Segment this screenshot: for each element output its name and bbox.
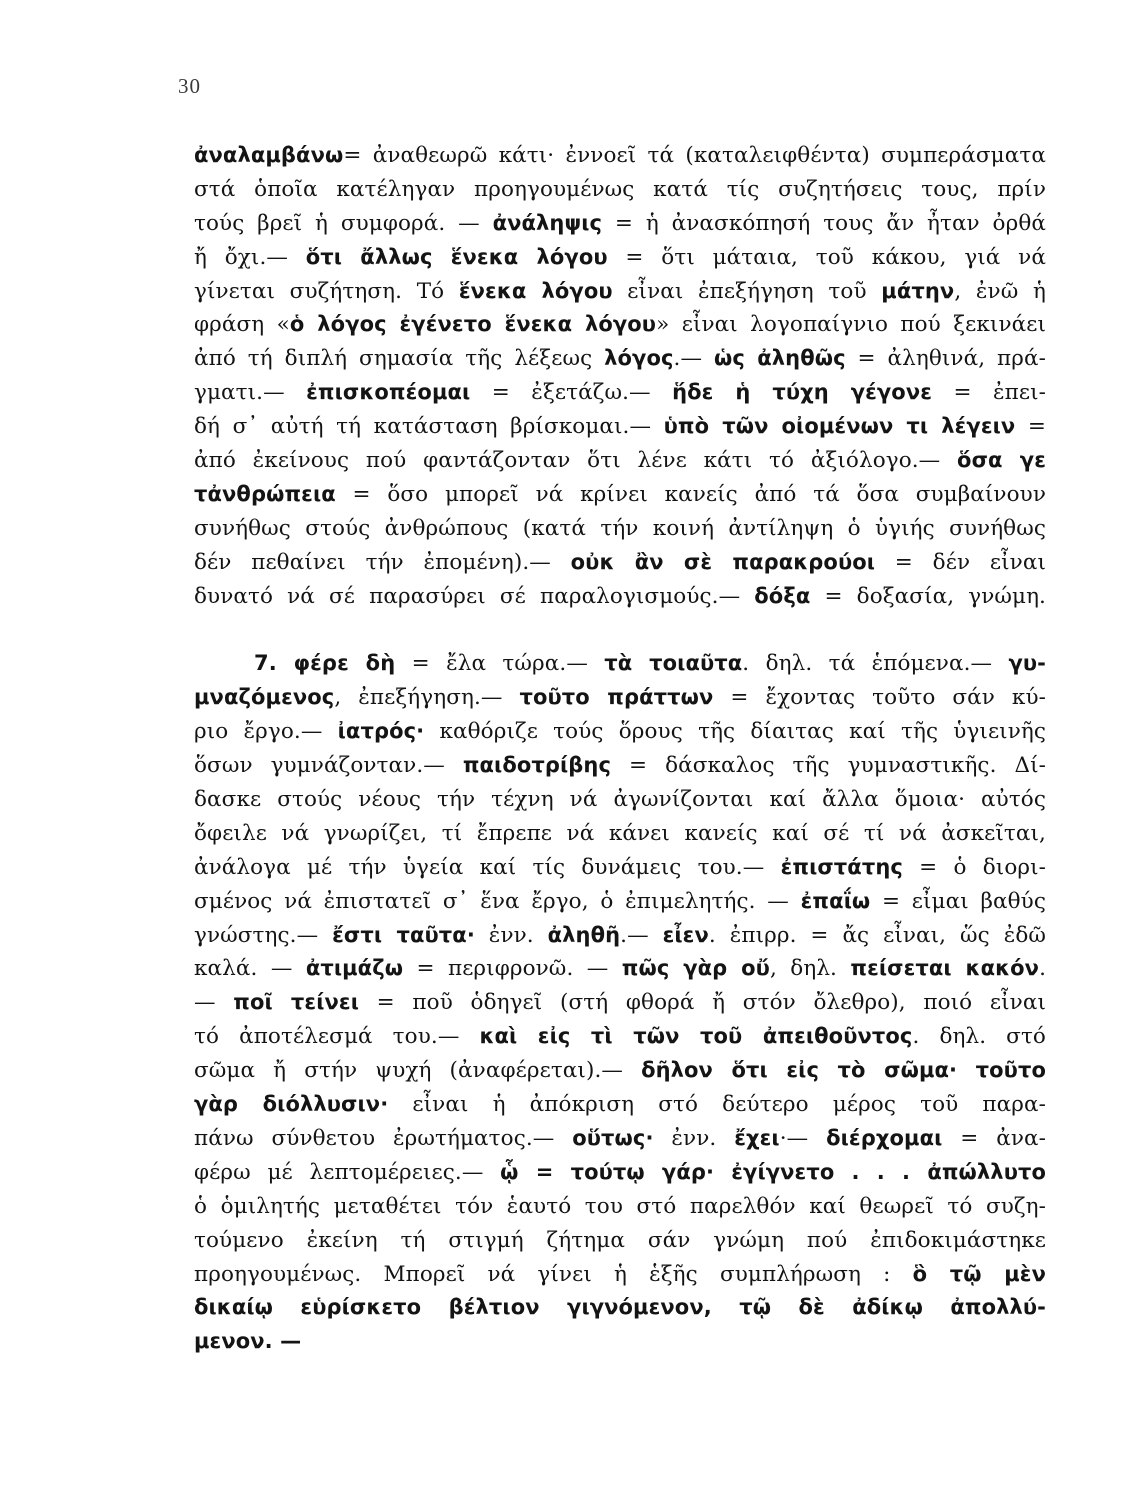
commentary-span: φέρω μέ λεπτομέρειες.— [194,1159,501,1185]
commentary-text [194,139,1046,1359]
page-number: 30 [178,74,201,98]
commentary-span: ἀπό τή διπλή σημασία τῆς λέξεως [194,346,605,372]
text-line [194,410,1046,444]
commentary-span: ·— [779,1125,827,1151]
commentary-span: = ἔχοντας τοῦτο σάν κύ- [713,685,1046,711]
commentary-span: = ἐξετάζω.— [470,380,673,406]
text-line [194,1224,1046,1258]
commentary-span: καλά. — [194,956,306,982]
commentary-span: , ἐνῶ ἡ [954,278,1046,304]
commentary-span: = δέν εἶναι [875,549,1046,575]
commentary-span: δέν πεθαίνει τήν ἐπομένη).— [194,549,571,575]
text-line [194,546,1046,580]
text-line [194,1088,1046,1122]
ancient-greek-term: ἐπισκοπέομαι [306,380,471,405]
commentary-span: πάνω σύνθετου ἐρωτήματος.— [194,1125,573,1151]
ancient-greek-term: ὅσα γε [957,448,1046,473]
commentary-span: ἤ ὄχι.— [194,244,306,270]
commentary-span: φράση « [194,312,290,338]
commentary-span: . [1039,956,1046,982]
ancient-greek-term: δικαίῳ εὑρίσκετο βέλτιον γιγνόμενον, τῷ δὲ ἀδίκῳ ἀπολλύ- [194,1295,1046,1320]
commentary-span: τό ἀποτέλεσμά του.— [194,1024,480,1050]
commentary-span: » εἶναι λογοπαίγνιο πού ξεκινάει [656,312,1046,338]
ancient-greek-term: πῶς γὰρ οὔ [621,956,770,981]
commentary-span: . δηλ. στό [912,1024,1046,1050]
commentary-span: = ἀναθεωρῶ κάτι· ἐννοεῖ τά (καταλειφθέντα) συμπεράσματα [343,143,1046,168]
commentary-span: ὁ ὁμιλητής μεταθέτει τόν ἑαυτό του στό παρελθόν καί θεωρεῖ τό συζη- [194,1193,1046,1219]
ancient-greek-term: γὰρ διόλλυσιν· [194,1092,389,1117]
commentary-span: ὄφειλε νά γνωρίζει, τί ἔπρεπε νά κάνει κανείς καί σέ τί νά ἀσκεῖται, [194,820,1046,846]
commentary-span: = εἶμαι βαθύς [870,888,1046,914]
commentary-span: = ἀνα- [942,1125,1046,1151]
text-line [194,647,1046,681]
text-line [194,919,1046,953]
ancient-greek-term: τὰ τοιαῦτα [604,651,743,676]
text-line [194,952,1046,986]
ancient-greek-term: ποῖ τείνει [233,990,359,1015]
text-line [194,1156,1046,1190]
text-line [194,342,1046,376]
ancient-greek-term: πείσεται κακόν [850,956,1040,981]
ancient-greek-term: ἕνεκα λόγου [458,278,613,303]
commentary-span: ἐνν. [474,922,548,948]
ancient-greek-term: τοῦτο πράττων [519,685,714,710]
commentary-span: εἶναι ἐπεξήγηση τοῦ [612,278,882,304]
commentary-span: ἐνν. [653,1125,735,1151]
text-line [194,749,1046,783]
text-line [194,207,1046,241]
commentary-span: προηγουμένως. Μπορεῖ νά γίνει ἡ ἑξῆς συμπλήρωση : [194,1261,913,1287]
commentary-span: . ἐπιρρ. = ἄς εἶναι, ὥς ἐδῶ [708,922,1046,948]
ancient-greek-term: ἐπιστάτης [780,854,903,879]
commentary-span: = ὁ διορι- [902,854,1046,880]
ancient-greek-term: παιδοτρίβης [462,753,612,778]
text-line [194,715,1046,749]
ancient-greek-term: 7. φέρε δὴ [254,651,396,676]
ancient-greek-term: ἰατρός· [337,719,425,744]
commentary-span: = ἔλα τώρα.— [395,651,605,677]
commentary-span: σμένος νά ἐπιστατεῖ σ᾽ ἕνα ἔργο, ὁ ἐπιμελητής. — [194,888,801,914]
ancient-greek-term: δῆλον ὅτι εἰς τὸ σῶμα· τοῦτο [641,1058,1046,1083]
commentary-span: δασκε στούς νέους τήν τέχνη νά ἀγωνίζονται καί ἄλλα ὅμοια· αὐτός [194,787,1046,813]
commentary-span: ὅσων γυμνάζονταν.— [194,753,463,779]
text-line [194,444,1046,478]
commentary-span: .— [620,922,663,948]
commentary-span: = δάσκαλος τῆς γυμναστικῆς. Δί- [611,753,1046,779]
ancient-greek-term: εἶεν [662,922,709,947]
text-line [194,851,1046,885]
commentary-span: γματι.— [194,380,307,406]
ancient-greek-term: ἔστι ταῦτα· [332,922,475,947]
text-line [194,1020,1046,1054]
commentary-span: δή σ᾽ αὐτή τή κατάσταση βρίσκομαι.— [194,414,664,440]
commentary-span: καθόριζε τούς ὅρους τῆς δίαιτας καί τῆς ὑγιεινῆς [424,719,1046,745]
text-line [194,1325,1046,1359]
ancient-greek-term: ᾧ = τούτῳ γάρ· ἐγίγνετο . . . ἀπώλλυτο [500,1159,1046,1184]
ancient-greek-term: ὁ λόγος ἐγένετο ἕνεκα λόγου [289,312,657,337]
ancient-greek-term: μναζόμενος [194,685,335,710]
commentary-span: ἀνάλογα μέ τήν ὑγεία καί τίς δυνάμεις του.— [194,854,781,880]
commentary-span: εἶναι ἡ ἀπόκριση στό δεύτερο μέρος τοῦ παρα- [388,1092,1046,1118]
commentary-span: .— [673,346,714,372]
ancient-greek-term: ἀναλαμβάνω [194,143,344,167]
text-line [194,681,1046,715]
text-line [194,173,1046,207]
text-line [194,1054,1046,1088]
ancient-greek-term: ἔχει [734,1125,780,1150]
ancient-greek-term: οὐκ ἂν σὲ παρακρούοι [570,549,876,574]
commentary-span: δυνατό νά σέ παρασύρει σέ παραλογισμούς.— [194,583,755,609]
commentary-span: = ἐπει- [932,380,1046,406]
commentary-span: στά ὁποῖα κατέληγαν προηγουμένως κατά τίς συζητήσεις τους, πρίν [194,176,1046,202]
text-line [194,478,1046,512]
ancient-greek-term: καὶ εἰς τὶ τῶν τοῦ ἀπειθοῦντος [479,1024,913,1049]
commentary-span: = ποῦ ὁδηγεῖ (στή φθορά ἤ στόν ὄλεθρο), ποιό εἶναι [358,990,1046,1016]
ancient-greek-term: ἥδε ἡ τύχη γέγονε [672,380,933,405]
commentary-span: = ἡ ἀνασκόπησή τους ἄν ἦταν ὀρθά [602,210,1046,236]
ancient-greek-term: γυ- [1008,651,1046,676]
commentary-span: συνήθως στούς ἀνθρώπους (κατά τήν κοινή ἀντίληψη ὁ ὑγιής συνήθως [194,515,1046,541]
ancient-greek-term: ἀληθῆ [547,922,621,947]
text-line [194,376,1046,410]
text-line [194,275,1046,309]
text-line [194,817,1046,851]
text-line [194,580,1046,614]
text-line [194,139,1046,173]
commentary-span: = [1015,414,1046,440]
commentary-span: σῶμα ἤ στήν ψυχή (ἀναφέρεται).— [194,1058,642,1084]
ancient-greek-term: μάτην [881,278,955,303]
text-line [194,1258,1046,1292]
text-line [194,1122,1046,1156]
text-line [194,1190,1046,1224]
commentary-span: = ὅτι μάταια, τοῦ κάκου, γιά νά [607,244,1046,270]
ancient-greek-term: ἀτιμάζω [305,956,404,981]
ancient-greek-term: οὕτως· [572,1125,654,1150]
commentary-span: ριο ἔργο.— [194,719,338,745]
commentary-span: , ἐπεξήγηση.— [334,685,520,711]
text-line [194,885,1046,919]
commentary-span: ἀπό ἐκείνους πού φαντάζονταν ὅτι λένε κάτι τό ἀξιόλογο.— [194,448,958,474]
ancient-greek-term: ἀνάληψις [492,210,603,235]
commentary-span: = ἀληθινά, πρά- [845,346,1046,372]
text-line [194,308,1046,342]
ancient-greek-term: δόξα [754,583,811,608]
commentary-span: = ὅσο μπορεῖ νά κρίνει κανείς ἀπό τά ὅσα συμβαίνουν [335,481,1046,507]
commentary-span: τούς βρεῖ ἡ συμφορά. — [194,210,493,236]
text-line [194,241,1046,275]
text-line [194,1291,1046,1325]
ancient-greek-term: μενον. — [194,1329,302,1354]
commentary-span: , δηλ. [769,956,851,982]
commentary-span: = περιφρονῶ. — [403,956,622,982]
ancient-greek-term: ἐπαΐω [800,888,871,913]
ancient-greek-term: ὡς ἀληθῶς [713,346,846,371]
commentary-span: τούμενο ἐκείνη τή στιγμή ζήτημα σάν γνώμη πού ἐπιδοκιμάστηκε [194,1227,1046,1253]
ancient-greek-term: ὑπὸ τῶν οἰομένων τι λέγειν [663,414,1016,439]
ancient-greek-term: τἀνθρώπεια [194,481,336,506]
text-line [194,986,1046,1020]
commentary-span: . δηλ. τά ἑπόμενα.— [742,651,1009,677]
text-line [194,512,1046,546]
ancient-greek-term: λόγος [604,346,674,371]
commentary-span: — [194,990,234,1016]
commentary-span: γνώστης.— [194,922,333,948]
ancient-greek-term: διέρχομαι [826,1125,943,1150]
ancient-greek-term: ὃ τῷ μὲν [912,1261,1046,1286]
text-line [194,783,1046,817]
commentary-span: = δοξασία, γνώμη. [810,583,1046,609]
ancient-greek-term: ὅτι ἄλλως ἕνεκα λόγου [305,244,608,269]
commentary-span: γίνεται συζήτηση. Τό [194,278,459,304]
